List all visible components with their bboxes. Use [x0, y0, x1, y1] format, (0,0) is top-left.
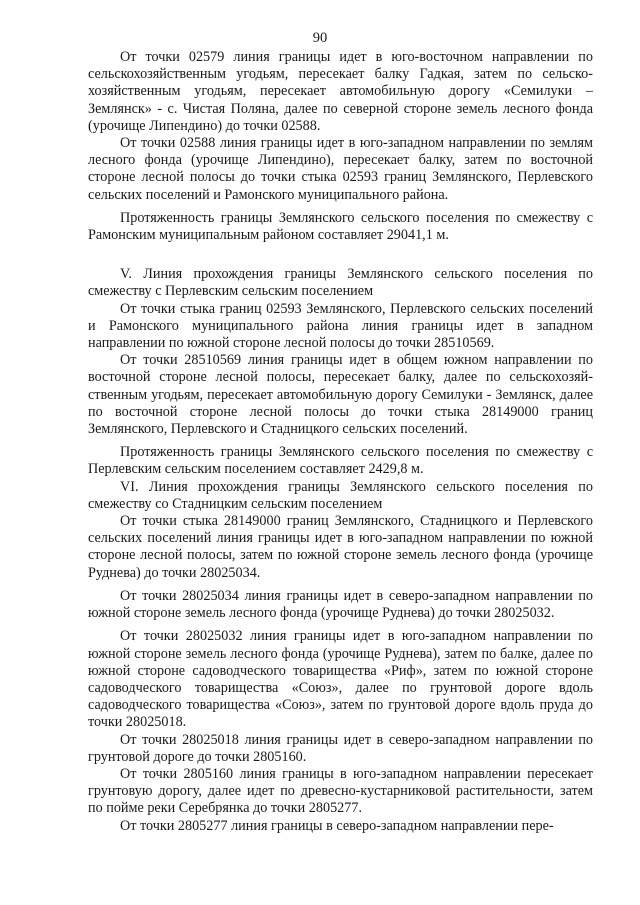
- paragraph: От точки 2805277 линия границы в северо-западном направлении пере-: [120, 817, 554, 834]
- paragraph: От точки 28025034 линия границы идет в северо-западном направлении по южной стороне земель лесного фонда (урочище Руднева) до точки 28025032.: [88, 587, 593, 622]
- paragraph: От точки 02588 линия границы идет в юго-западном направлении по землям лесного фонда (урочище Липендино), пересекает балку, затем по восточной стороне лесной полосы до точки стыка 02593 границ Землянского, Перлевского сельских поселений и Рамонского муниципального района.: [88, 135, 593, 203]
- paragraph: Протяженность границы Землянского сельского поселения по смежеству с Рамонским муниципальным районом составляет 29041,1 м.: [88, 209, 593, 244]
- section-heading: VI. Линия прохождения границы Землянского сельского поселения по смежеству со Стадницким сельским поселением: [88, 478, 593, 512]
- paragraph: От точки 28025018 линия границы идет в северо-западном направлении по грунтовой дороге до точки 2805160.: [88, 731, 593, 765]
- paragraph: Протяженность границы Землянского сельского поселения по смежеству с Перлевским сельским поселением составляет 2429,8 м.: [88, 444, 593, 478]
- page-number: 90: [312, 30, 328, 46]
- paragraph: От точки 02579 линия границы идет в юго-восточном направлении по сельскохозяйственным угодьям, пересекает балку Гадкая, затем по сельскохозяйственным угодьям, пересекает автомобильную дорогу «Семилуки – Землянск» - с. Чистая Поляна, далее по северной стороне земель лесного фонда (урочище Липендино) до точки 02588.: [88, 49, 593, 134]
- paragraph: От точки 2805160 линия границы в юго-западном направлении пересекает грунтовую дорогу, далее идет по древесно-кустарниковой растительности, затем по пойме реки Серебрянка до точки 2805277.: [88, 765, 593, 817]
- paragraph: От точки 28025032 линия границы идет в юго-западном направлении по южной стороне земель лесного фонда (урочище Руднева), затем по балке, далее по южной стороне садоводческого товарищества «Риф», затем по южной стороне садоводческого товарищества «Союз», далее по грунтовой дороге вдоль садоводческого товарищества «Союз», затем по грунтовой дороге вдоль пруда до точки 28025018.: [88, 628, 593, 731]
- paragraph: От точки стыка 28149000 границ Землянского, Стадницкого и Перлевского сельских поселений линия границы идет в юго-западном направлении по южной стороне лесной полосы, затем по южной стороне земель лесного фонда (урочище Руднева) до точки 28025034.: [88, 513, 593, 581]
- section-heading: V. Линия прохождения границы Землянского сельского поселения по смежеству с Перлевским сельским поселением: [88, 266, 593, 300]
- document-body: [88, 49, 593, 835]
- paragraph: От точки стыка границ 02593 Землянского, Перлевского сельских поселений и Рамонского муниципального района линия границы идет в западном направлении по южной стороне лесной полосы до точки 28510569.: [88, 300, 593, 352]
- paragraph: От точки 28510569 линия границы идет в общем южном направлении по восточной стороне лесной полосы, пересекает балку, далее по сельскохозяйственным угодьям, пересекает автомобильную дорогу Семилуки - Землянск, далее по восточной стороне лесной полосы до точки стыка 28149000 границ Землянского, Перлевского и Стадницкого сельских поселений.: [88, 352, 593, 438]
